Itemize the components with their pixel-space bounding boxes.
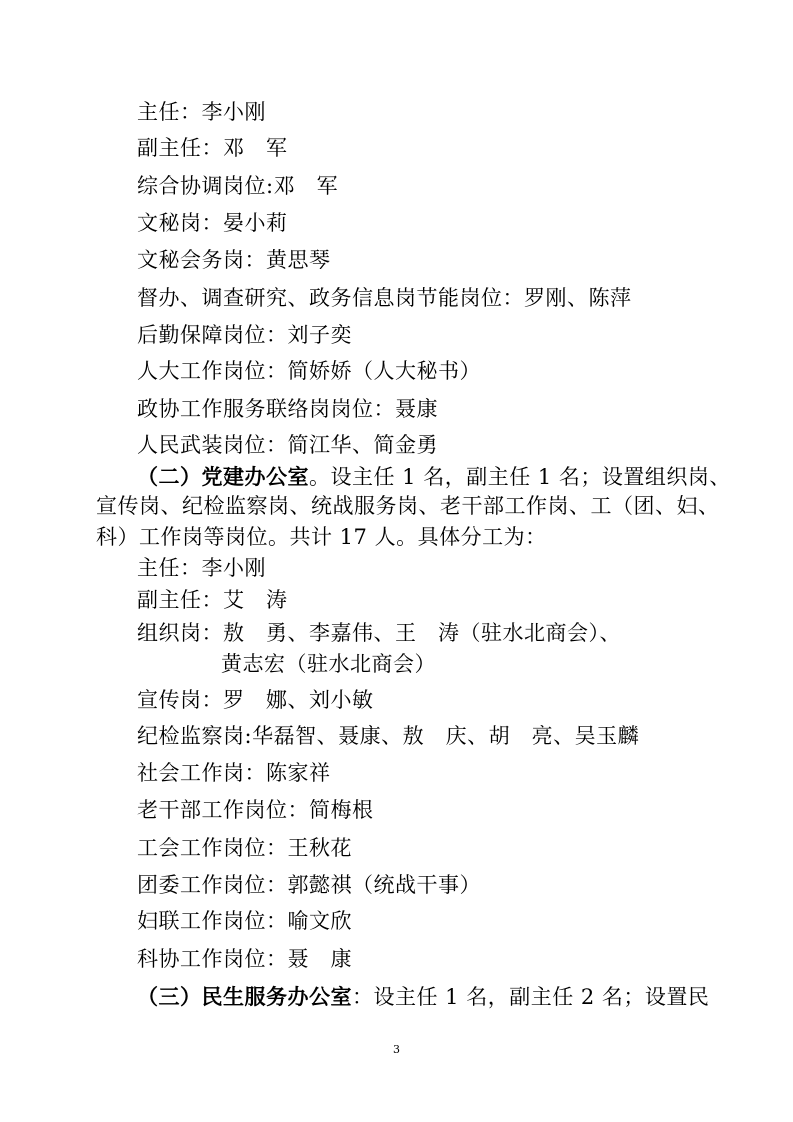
party-staff-line: 主任：李小刚	[137, 556, 266, 580]
livelihood-office-intro-text: ：设主任 1 名，副主任 2 名；设置民	[352, 985, 710, 1009]
office-staff-line: 人民武装岗位：简江华、简金勇	[137, 433, 438, 457]
party-staff-line: 老干部工作岗位：简梅根	[137, 798, 374, 822]
party-office-intro-line: 科）工作岗等岗位。共计 17 人。具体分工为：	[96, 525, 547, 549]
party-staff-line: 副主任：艾 涛	[137, 588, 288, 612]
party-staff-line: 宣传岗：罗 娜、刘小敏	[137, 688, 374, 712]
office-staff-line: 副主任：邓 军	[137, 136, 288, 160]
office-staff-line: 督办、调查研究、政务信息岗节能岗位：罗刚、陈萍	[137, 286, 632, 310]
office-staff-line: 后勤保障岗位：刘子奕	[137, 323, 352, 347]
office-staff-line: 政协工作服务联络岗岗位：聂康	[137, 397, 438, 421]
livelihood-office-intro-line	[137, 984, 709, 1010]
party-staff-line: 科协工作岗位：聂 康	[137, 947, 352, 971]
party-office-intro-line: 宣传岗、纪检监察岗、统战服务岗、老干部工作岗、工（团、妇、	[96, 494, 720, 518]
party-staff-line: 纪检监察岗:华磊智、聂康、敖 庆、胡 亮、吴玉麟	[137, 724, 640, 748]
party-office-intro-text: 。设主任 1 名，副主任 1 名；设置组织岗、	[309, 465, 731, 489]
party-staff-line: 团委工作岗位：郭懿祺（统战干事）	[137, 873, 481, 897]
party-staff-line-continued: 黄志宏（驻水北商会）	[221, 652, 436, 676]
office-staff-line: 主任：李小刚	[137, 100, 266, 124]
party-office-heading: （二）党建办公室	[137, 464, 309, 489]
livelihood-office-heading: （三）民生服务办公室	[137, 984, 352, 1009]
office-staff-line: 人大工作岗位：简娇娇（人大秘书）	[137, 359, 481, 383]
office-staff-line: 文秘岗：晏小莉	[137, 211, 288, 235]
party-staff-line: 社会工作岗：陈家祥	[137, 761, 331, 785]
party-staff-line: 工会工作岗位：王秋花	[137, 836, 352, 860]
party-office-intro-first-line	[137, 464, 731, 490]
office-staff-line: 文秘会务岗：黄思琴	[137, 248, 331, 272]
party-staff-line: 组织岗：敖 勇、李嘉伟、王 涛（驻水北商会）、	[137, 621, 621, 645]
party-staff-line: 妇联工作岗位：喻文欣	[137, 909, 352, 933]
office-staff-line: 综合协调岗位:邓 军	[137, 174, 339, 198]
page-number: 3	[393, 1043, 400, 1056]
